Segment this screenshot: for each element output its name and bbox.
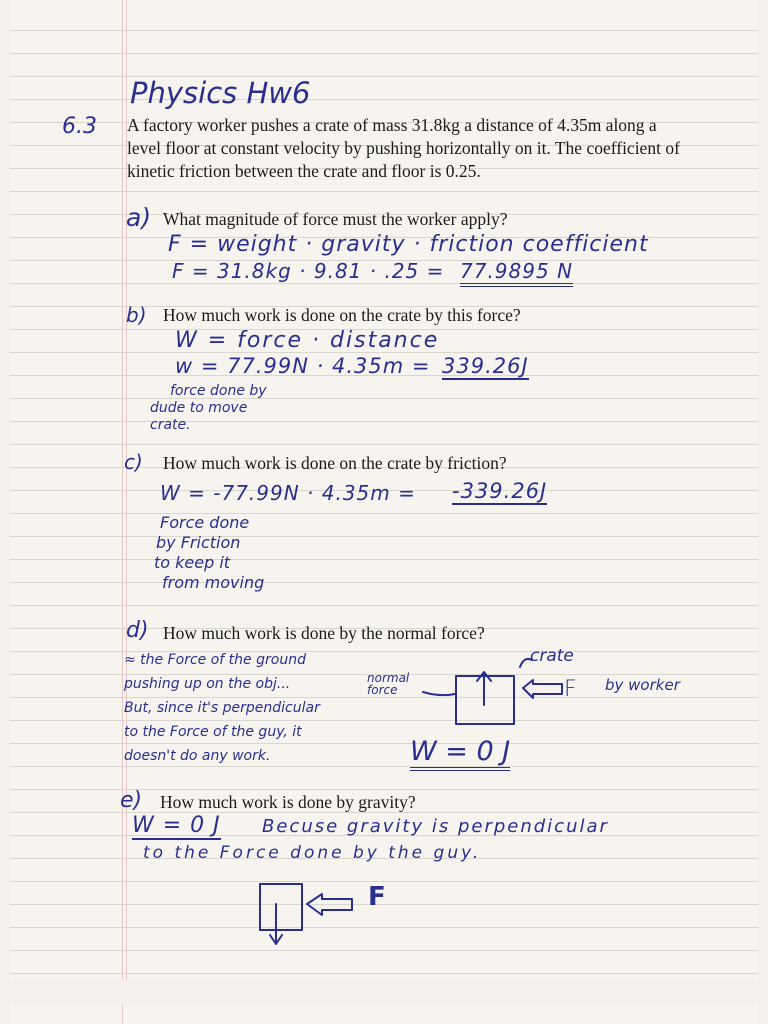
note-line: pushing up on the obj...: [124, 676, 291, 692]
part-c-label: c): [124, 450, 143, 474]
crate-label: crate: [530, 646, 574, 666]
part-a-calculation: F = 31.8kg · 9.81 · .25 =: [172, 259, 445, 283]
problem-number: 6.3: [62, 114, 97, 139]
part-b-label: b): [126, 303, 147, 327]
part-b-calculation: w = 77.99N · 4.35m =: [175, 354, 431, 378]
note-line: doesn't do any work.: [124, 748, 271, 764]
note-line: But, since it's perpendicular: [124, 700, 320, 716]
problem-line: A factory worker pushes a crate of mass 31.8kg a distance of 4.35m along a: [127, 115, 657, 135]
by-worker-label: by worker: [605, 676, 680, 694]
note-line: dude to move: [150, 400, 248, 416]
note-line: to keep it: [154, 553, 231, 572]
part-c-calculation: W = -77.99N · 4.35m =: [160, 481, 416, 505]
note-line: to the Force of the guy, it: [124, 724, 302, 740]
part-e-question: How much work is done by gravity?: [160, 792, 416, 812]
part-a-label: a): [126, 203, 152, 232]
part-e-note-line-1: Becuse gravity is perpendicular: [262, 816, 609, 837]
normal-force-label: normal force: [367, 671, 410, 697]
note-line: ≈ the Force of the ground: [124, 652, 306, 668]
part-e-note-line-2: to the Force done by the guy.: [143, 843, 482, 863]
part-b-answer: 339.26J: [442, 354, 529, 378]
part-a-answer: 77.9895 N: [460, 259, 573, 287]
part-a-formula: F = weight · gravity · friction coefficient: [168, 232, 649, 257]
part-d-label: d): [126, 618, 149, 643]
note-line: from moving: [162, 573, 265, 592]
part-b-question: How much work is done on the crate by this force?: [163, 305, 521, 325]
page-title: Physics Hw6: [130, 76, 311, 110]
part-e-label: e): [120, 788, 143, 813]
force-letter: F: [564, 677, 577, 702]
crate-box: [260, 884, 302, 930]
part-d-answer: W = 0 J: [410, 736, 510, 771]
push-force-arrow: [307, 894, 352, 915]
problem-line: level floor at constant velocity by pushing horizontally on it. The coefficient of: [127, 138, 680, 158]
note-line: force done by: [170, 383, 267, 399]
part-c-answer: -339.26J: [452, 479, 548, 503]
part-b-formula: W = force · distance: [175, 328, 440, 353]
note-line: Force done: [160, 513, 250, 532]
gravity-force-letter: F: [368, 882, 386, 912]
part-c-question: How much work is done on the crate by friction?: [163, 453, 507, 473]
part-d-question: How much work is done by the normal force?: [163, 623, 485, 643]
problem-line: kinetic friction between the crate and floor is 0.25.: [127, 161, 481, 181]
part-a-question: What magnitude of force must the worker apply?: [163, 209, 508, 229]
part-e-answer: W = 0 J: [132, 813, 221, 838]
note-line: by Friction: [156, 533, 241, 552]
note-line: crate.: [150, 417, 191, 433]
